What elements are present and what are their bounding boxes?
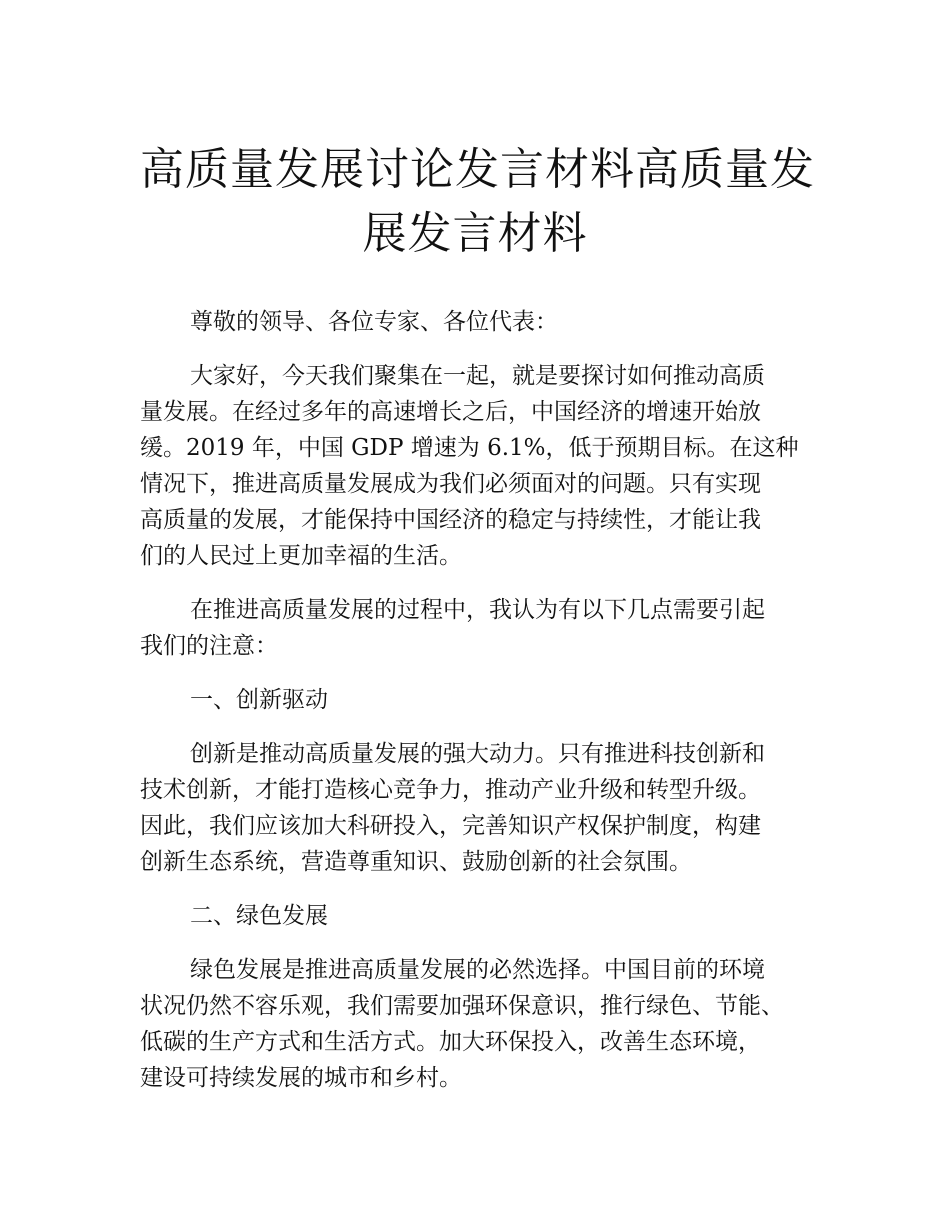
innovation-paragraph [140, 736, 830, 880]
title-line: 展发言材料 [362, 208, 588, 259]
text-line: 状况仍然不容乐观，我们需要加强环保意识，推行绿色、节能、 [140, 993, 784, 1019]
salutation-paragraph [140, 304, 830, 340]
text-line: 创新生态系统，营造尊重知识、鼓励创新的社会氛围。 [140, 849, 692, 875]
text-line: 建设可持续发展的城市和乡村。 [140, 1065, 462, 1091]
text-line: 高质量的发展，才能保持中国经济的稳定与持续性，才能让我 [140, 507, 761, 533]
document-body [140, 304, 830, 1114]
text-line: 大家好，今天我们聚集在一起，就是要探讨如何推动高质 [190, 363, 765, 389]
points-intro-paragraph [140, 592, 830, 664]
green-paragraph [140, 952, 830, 1096]
section-heading-innovation: 一、创新驱动 [190, 687, 328, 713]
text-line: 低碳的生产方式和生活方式。加大环保投入，改善生态环境， [140, 1029, 761, 1055]
text-line: 情况下，推进高质量发展成为我们必须面对的问题。只有实现 [140, 471, 761, 497]
text-line: 绿色发展是推进高质量发展的必然选择。中国目前的环境 [190, 957, 765, 983]
text-line: 创新是推动高质量发展的强大动力。只有推进科技创新和 [190, 741, 765, 767]
document-title [140, 138, 815, 266]
text-line: 量发展。在经过多年的高速增长之后，中国经济的增速开始放 [140, 399, 761, 425]
section-heading-green: 二、绿色发展 [190, 903, 328, 929]
text-line: 我们的注意： [140, 633, 278, 659]
intro-paragraph [140, 358, 830, 574]
text-line: 缓。2019 年，中国 GDP 增速为 6.1%，低于预期目标。在这种 [140, 435, 799, 461]
text-line: 们的人民过上更加幸福的生活。 [140, 543, 462, 569]
title-line: 高质量发展讨论发言材料高质量发 [140, 144, 815, 195]
text-line: 因此，我们应该加大科研投入，完善知识产权保护制度，构建 [140, 813, 761, 839]
salutation-text: 尊敬的领导、各位专家、各位代表： [190, 309, 558, 335]
text-line: 在推进高质量发展的过程中，我认为有以下几点需要引起 [190, 597, 765, 623]
text-line: 技术创新，才能打造核心竞争力，推动产业升级和转型升级。 [140, 777, 761, 803]
